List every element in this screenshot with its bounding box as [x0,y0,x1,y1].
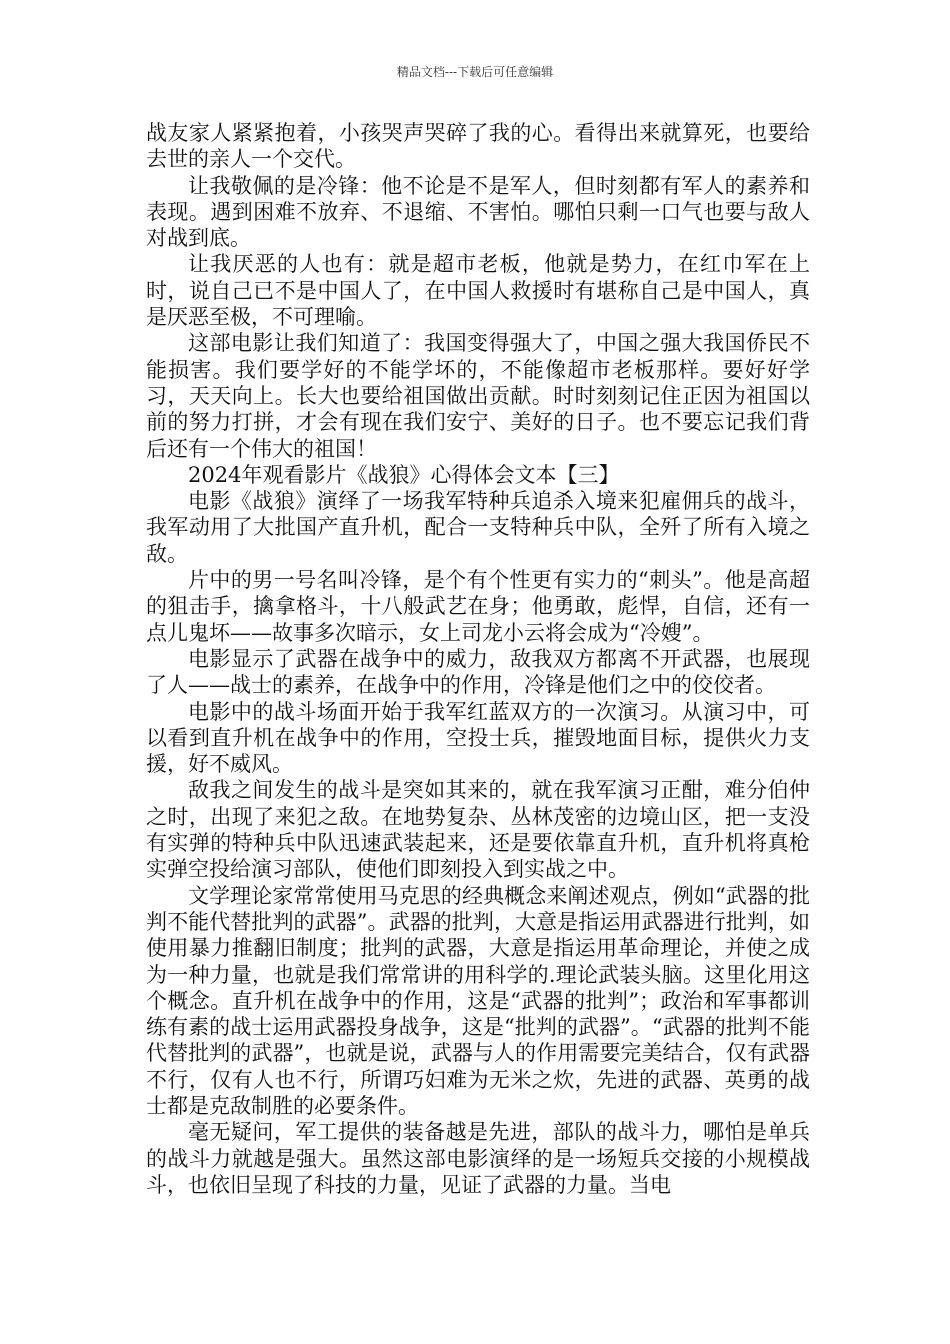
paragraph-1: 战友家人紧紧抱着，小孩哭声哭碎了我的心。看得出来就算死，也要给去世的亲人一个交代。 [146,121,810,172]
section-title: 2024年观看影片《战狼》心得体会文本【三】 [188,462,620,487]
paragraph-5: 电影《战狼》演绎了一场我军特种兵追杀入境来犯雇佣兵的战斗，我军动用了大批国产直升机，配合一支特种兵中队，全歼了所有入境之敌。 [146,489,810,566]
document-body [146,120,810,1198]
paragraph-9: 敌我之间发生的战斗是突如其来的，就在我军演习正酣，难分伯仲之时，出现了来犯之敌。在地势复杂、丛林茂密的边境山区，把一支没有实弹的特种兵中队迅速武装起来，还是要依靠直升机，直升机将真枪实弹空投给演习部队，使他们即刻投入到实战之中。 [146,778,810,882]
paragraph-4: 这部电影让我们知道了：我国变得强大了，中国之强大我国侨民不能损害。我们要学好的不能学坏的，不能像超市老板那样。要好好学习，天天向上。长大也要给祖国做出贡献。时时刻刻记住正因为祖国以前的努力打拼，才会有现在我们安宁、美好的日子。也不要忘记我们背后还有一个伟大的祖国！ [146,331,810,461]
paragraph-11: 毫无疑问，军工提供的装备越是先进，部队的战斗力，哪怕是单兵的战斗力就越是强大。虽然这部电影演绎的是一场短兵交接的小规模战斗，也依旧呈现了科技的力量，见证了武器的力量。当电 [146,1120,810,1197]
paragraph-10: 文学理论家常常使用马克思的经典概念来阐述观点，例如“武器的批判不能代替批判的武器”。武器的批判，大意是指运用武器进行批判，如使用暴力推翻旧制度；批判的武器，大意是指运用革命理论，并使之成为一种力量，也就是我们常常讲的用科学的.理论武装头脑。这里化用这个概念。直升机在战争中的作用，这是“武器的批判”；政治和军事都训练有素的战士运用武器投身战争，这是“批判的武器”。“武器的批判不能代替批判的武器”，也就是说，武器与人的作用需要完美结合，仅有武器不行，仅有人也不行，所谓巧妇难为无米之炊，先进的武器、英勇的战士都是克敌制胜的必要条件。 [146,883,810,1118]
paragraph-7: 电影显示了武器在战争中的威力，敌我双方都离不开武器，也展现了人——战士的素养，在战争中的作用，冷锋是他们之中的佼佼者。 [146,646,810,698]
page-header: 精品文档---下载后可任意编辑 [396,65,554,79]
paragraph-8: 电影中的战斗场面开始于我军红蓝双方的一次演习。从演习中，可以看到直升机在战争中的作用，空投士兵，摧毁地面目标，提供火力支援，好不威风。 [146,699,810,777]
paragraph-6: 片中的男一号名叫冷锋，是个有个性更有实力的“刺头”。他是高超的狙击手，擒拿格斗，十八般武艺在身；他勇敢，彪悍，自信，还有一点儿鬼坏——故事多次暗示，女上司龙小云将会成为“冷嫂”。 [146,568,810,645]
paragraph-3: 让我厌恶的人也有：就是超市老板，他就是势力，在红巾军在上时，说自己已不是中国人了，在中国人救援时有堪称自己是中国人，真是厌恶至极，不可理喻。 [146,252,810,330]
paragraph-2: 让我敬佩的是冷锋：他不论是不是军人，但时刻都有军人的素养和表现。遇到困难不放弃、不退缩、不害怕。哪怕只剩一口气也要与敌人对战到底。 [146,173,810,251]
